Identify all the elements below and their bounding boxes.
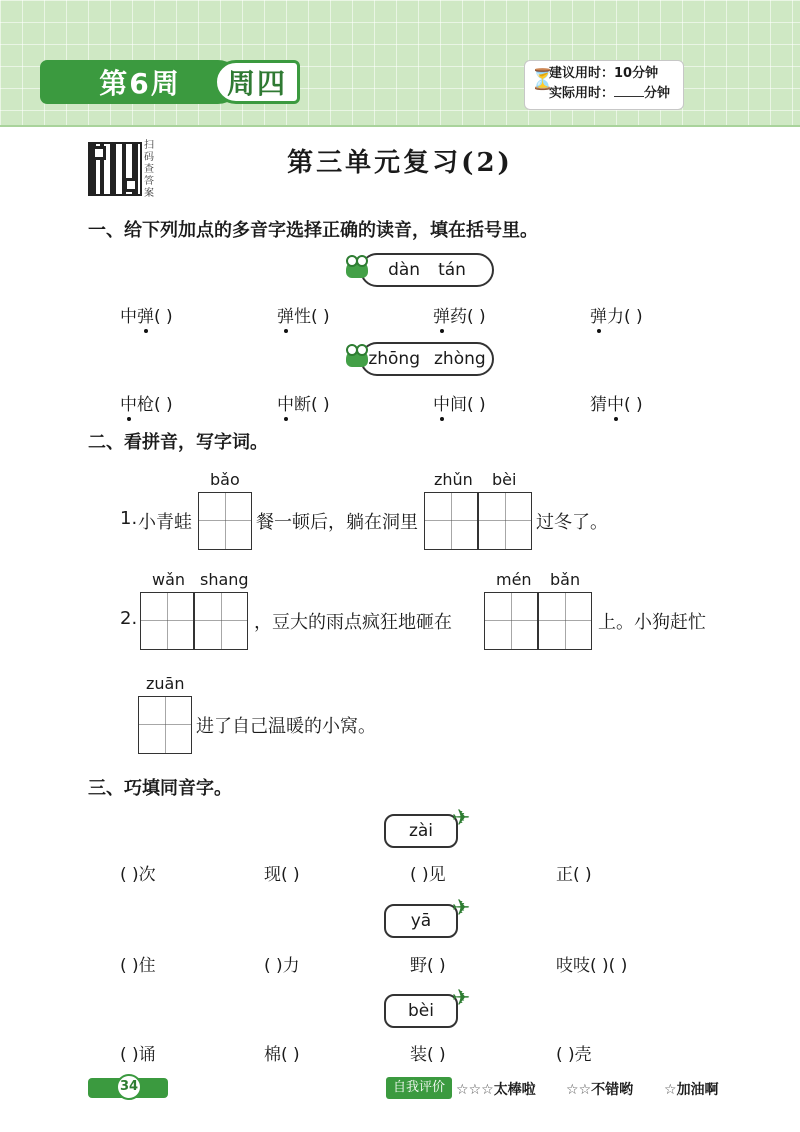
- writing-grid[interactable]: [538, 592, 592, 650]
- bird-icon: ✈: [452, 896, 471, 921]
- homophone-item[interactable]: 现( ): [264, 865, 300, 885]
- star-icon: ☆: [481, 1082, 494, 1098]
- pinyin-label: bèi: [492, 470, 517, 489]
- eval-one-star[interactable]: ☆加油啊: [664, 1082, 719, 1098]
- pinyin-option-box-2: [360, 342, 494, 376]
- writing-grid[interactable]: [198, 492, 252, 550]
- section1-title: 一、给下列加点的多音字选择正确的读音，填在括号里。: [88, 220, 538, 241]
- pinyin-tag: yā: [384, 904, 458, 938]
- pinyin-option: zhōng: [368, 349, 420, 369]
- time-box: [524, 60, 684, 110]
- suggested-time: 建议用时：10分钟: [549, 66, 659, 81]
- polyphone-item[interactable]: 弹力( ): [590, 302, 643, 327]
- polyphone-item[interactable]: 中间( ): [433, 390, 486, 415]
- page-number: 34: [116, 1074, 142, 1100]
- pinyin-label: bǎn: [550, 570, 581, 589]
- page-title: 第三单元复习(2): [287, 148, 513, 178]
- frog-icon: [346, 260, 368, 278]
- pinyin-option: zhòng: [434, 349, 486, 369]
- star-icon: ☆: [468, 1082, 482, 1098]
- actual-time-blank[interactable]: [614, 84, 644, 97]
- writing-grid[interactable]: [484, 592, 538, 650]
- polyphone-item[interactable]: 弹药( ): [433, 302, 486, 327]
- writing-grid[interactable]: [138, 696, 192, 754]
- pinyin-label: zuān: [146, 674, 185, 693]
- homophone-item[interactable]: 正( ): [556, 865, 592, 885]
- week-tag: 第6周: [40, 60, 240, 104]
- star-icon: ☆: [456, 1082, 469, 1098]
- homophone-item[interactable]: 棉( ): [264, 1045, 300, 1065]
- star-icon: ☆: [566, 1082, 579, 1098]
- homophone-item[interactable]: ( )住: [120, 956, 156, 976]
- q2-text: ，豆大的雨点疯狂地砸在: [254, 612, 452, 633]
- qr-caption: 扫码查答案: [144, 140, 154, 199]
- pinyin-tag: bèi: [384, 994, 458, 1028]
- hourglass-icon: ⏳: [530, 67, 555, 91]
- polyphone-item[interactable]: 猜中( ): [590, 390, 643, 415]
- homophone-item[interactable]: ( )次: [120, 865, 156, 885]
- pinyin-label: wǎn: [152, 570, 186, 589]
- q2-text: 上。小狗赶忙: [598, 612, 706, 633]
- homophone-item[interactable]: ( )力: [264, 956, 300, 976]
- writing-grid[interactable]: [424, 492, 478, 550]
- pinyin-label: mén: [496, 570, 532, 589]
- q2-text: 进了自己温暖的小窝。: [196, 716, 376, 737]
- bird-icon: ✈: [452, 806, 471, 831]
- actual-time: 实际用时： 分钟: [549, 86, 671, 101]
- q2-number: 2.: [120, 608, 138, 629]
- q1-text: 餐一顿后，躺在洞里: [256, 512, 418, 533]
- pinyin-tag: zài: [384, 814, 458, 848]
- polyphone-item[interactable]: 弹性( ): [277, 302, 330, 327]
- frog-icon: [346, 349, 368, 367]
- homophone-item[interactable]: ( )见: [410, 865, 446, 885]
- q1-number: 1.: [120, 508, 138, 529]
- polyphone-item[interactable]: 中枪( ): [120, 390, 173, 415]
- homophone-item[interactable]: 吱吱( )( ): [556, 956, 628, 976]
- homophone-item[interactable]: 装( ): [410, 1045, 446, 1065]
- pinyin-option-box-1: [360, 253, 494, 287]
- pinyin-option: tán: [438, 260, 466, 280]
- writing-grid[interactable]: [194, 592, 248, 650]
- q1-text: 小青蛙: [138, 512, 192, 533]
- day-tag: 周四: [214, 60, 300, 104]
- pinyin-label: zhǔn: [434, 470, 473, 489]
- homophone-item[interactable]: 野( ): [410, 956, 446, 976]
- pinyin-option: dàn: [388, 260, 421, 280]
- pinyin-label: shang: [200, 570, 249, 589]
- section3-title: 三、巧填同音字。: [88, 778, 232, 799]
- section2-title: 二、看拼音，写字词。: [88, 432, 268, 453]
- polyphone-item[interactable]: 中弹( ): [120, 302, 173, 327]
- homophone-item[interactable]: ( )壳: [556, 1045, 592, 1065]
- q1-text: 过冬了。: [536, 512, 608, 533]
- polyphone-item[interactable]: 中断( ): [277, 390, 330, 415]
- homophone-item[interactable]: ( )诵: [120, 1045, 156, 1065]
- writing-grid[interactable]: [478, 492, 532, 550]
- bird-icon: ✈: [452, 986, 471, 1011]
- writing-grid[interactable]: [140, 592, 194, 650]
- eval-two-stars[interactable]: ☆☆不错哟: [566, 1082, 634, 1098]
- eval-three-stars[interactable]: ☆☆☆太棒啦: [456, 1082, 536, 1098]
- star-icon: ☆: [664, 1082, 677, 1098]
- star-icon: ☆: [578, 1082, 592, 1098]
- pinyin-label: bǎo: [210, 470, 240, 489]
- self-eval-label: 自我评价: [386, 1077, 452, 1099]
